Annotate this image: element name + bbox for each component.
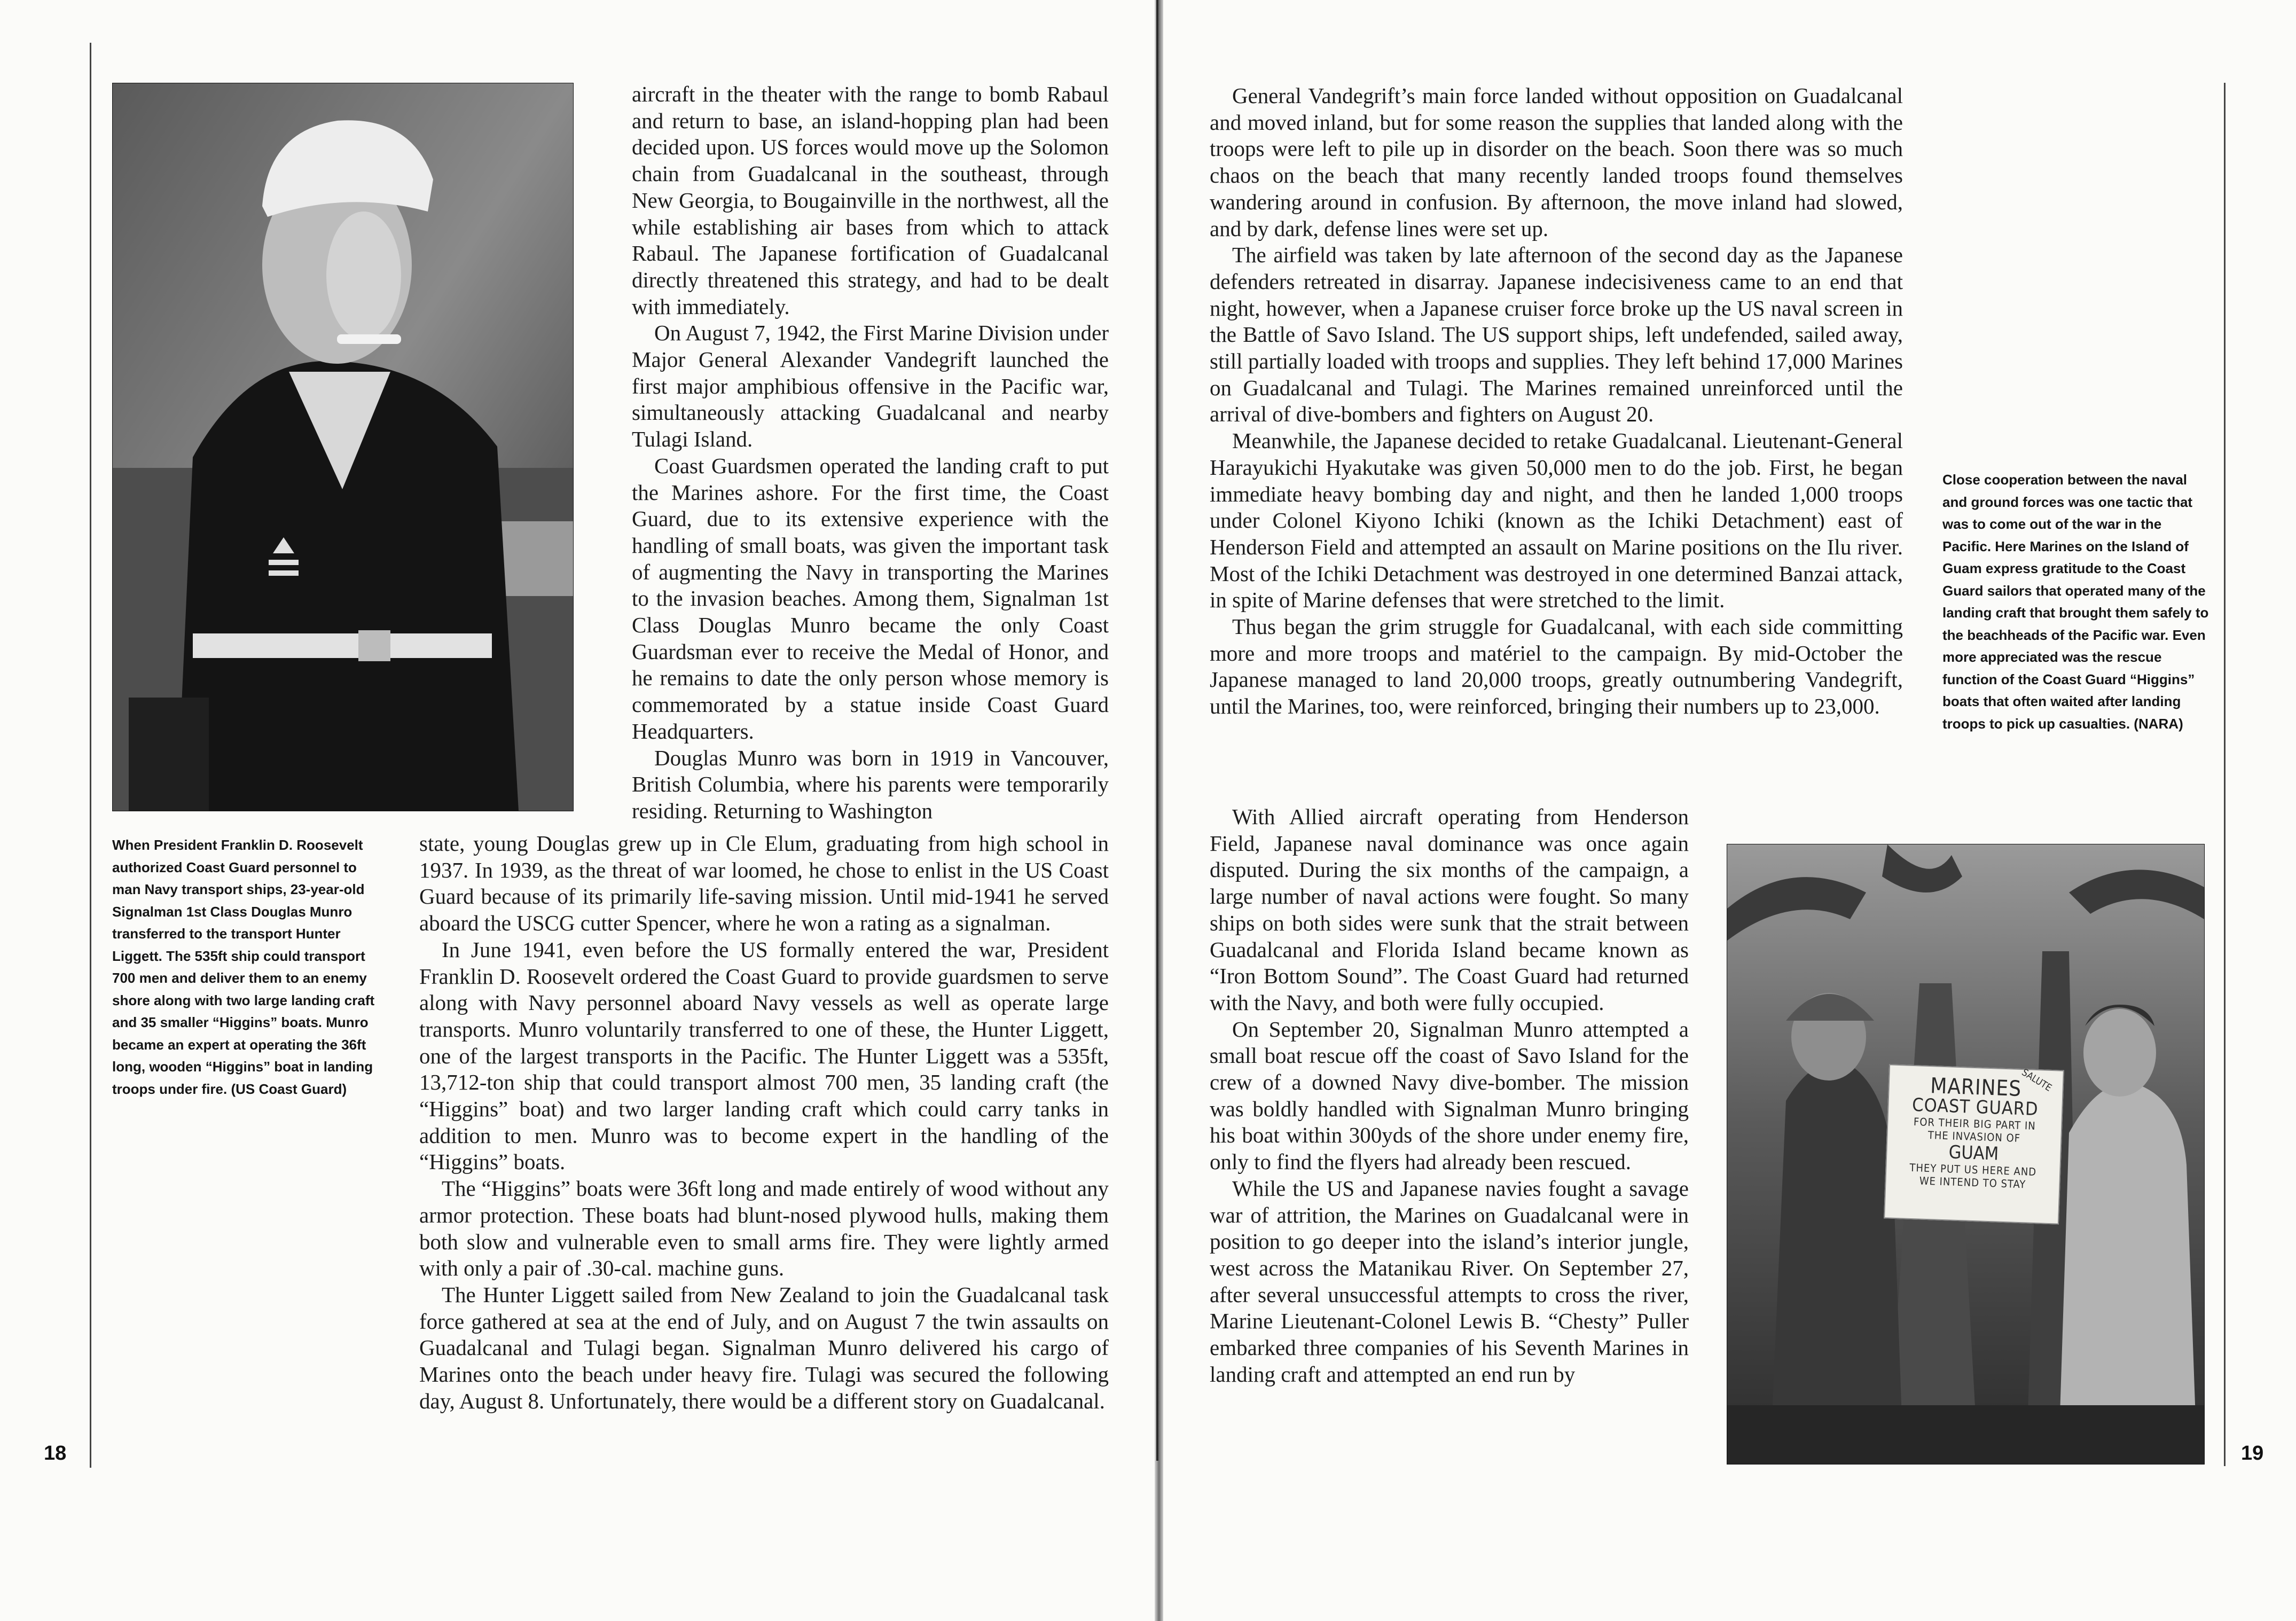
left-column-bottom: [419, 831, 1109, 1414]
guam-sign: [1884, 1064, 2064, 1224]
paragraph: aircraft in the theater with the range to bomb Rabaul and return to base, an island-hopping plan had been decided upon. US forces would move up the Solomon chain from Guadalcanal in the southeast, through New Georgia, to Bougainville in the northwest, all the while establishing air bases from which to attack Rabaul. The Japanese fortification of Guadalcanal directly threatened this strategy, and had to be dealt with immediately.: [632, 82, 1109, 319]
paragraph: Douglas Munro was born in 1919 in Vancouver, British Columbia, where his parents were temporarily residing. Returning to Washington: [632, 745, 1109, 823]
munro-portrait-photo: [112, 83, 574, 811]
right-photo-caption: Close cooperation between the naval and ground forces was one tactic that was to come out of the war in the Pacific. Here Marines on the Island of Guam express gratitude to the Coast Guard sailors that operated many of the landing craft that brought them safely to the beachheads of the Pacific war. Even more appreciated was the rescue function of the Coast Guard “Higgins” boats that often waited after landing troops to pick up casualties. (NARA): [1942, 472, 2209, 732]
paragraph: Meanwhile, the Japanese decided to retake Guadalcanal. Lieutenant-General Harayukichi Hyakutake was given 50,000 men to do the job. First, he began immediate heavy bombing day and night, and then he landed 1,000 troops under Colonel Kiyono Ichiki (known as the Ichiki Detachment) east of Henderson Field and attempted an assault on Marine positions on the Ilu river. Most of the Ichiki Detachment was destroyed in one determined Banzai attack, in spite of Marine defenses that were stretched to the limit.: [1210, 428, 1903, 613]
portrait-illustration: [113, 83, 573, 811]
paragraph: The “Higgins” boats were 36ft long and made entirely of wood without any armor protection. These boats had blunt-nosed plywood hulls, making them both slow and vulnerable even to small arms fire. They were lightly armed with only a pair of .30-cal. machine guns.: [419, 1176, 1109, 1281]
paragraph: Coast Guardsmen operated the landing craft to put the Marines ashore. For the first time, the Coast Guard, due to its extensive experience with the handling of small boats, was given the important task of augmenting the Navy in transporting the Marines to the invasion beaches. Among them, Signalman 1st Class Douglas Munro became the only Coast Guardsman ever to receive the Medal of Honor, and he remains to date the only person whose memory is commemorated by a statue inside Coast Guard Headquarters.: [632, 453, 1109, 743]
gutter-line: [1156, 0, 1158, 1461]
right-margin-rule: [2224, 83, 2226, 1466]
sign-line: COAST GUARD: [1911, 1094, 2039, 1121]
sign-line: WE INTEND TO STAY: [1919, 1174, 2026, 1191]
left-margin-rule: [90, 43, 91, 1468]
right-column-bottom: [1210, 804, 1689, 1388]
paragraph: state, young Douglas grew up in Cle Elum, graduating from high school in 1937. In 1939, as the threat of war loomed, he chose to enlist in the US Coast Guard because of its primarily life-saving mission. Until mid-1941 he served aboard the USCG cutter Spencer, where he won a rating as a signalman.: [419, 831, 1109, 936]
paragraph: With Allied aircraft operating from Henderson Field, Japanese naval dominance was once again disputed. During the six months of the campaign, a large number of naval actions were fought. So many ships on both sides were sunk that the strait between Guadalcanal and Florida Island became known as “Iron Bottom Sound”. The Coast Guard had returned with the Navy, and both were fully occupied.: [1210, 804, 1689, 1015]
right-column-top: [1210, 83, 1903, 720]
sign-line: THEY PUT US HERE AND: [1909, 1161, 2037, 1179]
paragraph: Thus began the grim struggle for Guadalcanal, with each side committing more and more troops and matériel to the campaign. By mid-October the Japanese managed to land 20,000 troops, greatly outnumbering Vandegrift, until the Marines, too, were reinforced, bringing their numbers up to 23,000.: [1210, 614, 1903, 719]
paragraph: General Vandegrift’s main force landed without opposition on Guadalcanal and moved inland, but for some reason the supplies that landed along with the troops were left to pile up in disorder on the beach. Soon there was so much chaos on the beach that many recently landed troops found themselves wandering around in confusion. By afternoon, the move inland had slowed, and by dark, defense lines were set up.: [1210, 83, 1903, 241]
paragraph: The airfield was taken by late afternoon of the second day as the Japanese defenders retreated in disarray. Japanese indecisiveness came to an end that night, however, when a Japanese cruiser force broke up the US naval screen in the Battle of Savo Island. The US support ships, left undefended, sailed away, still partially loaded with troops and supplies. They left behind 17,000 Marines on Guadalcanal and Tulagi. The Marines remained unreinforced until the arrival of dive-bombers and fighters on August 20.: [1210, 242, 1903, 427]
paragraph: On August 7, 1942, the First Marine Division under Major General Alexander Vandegrift launched the first major amphibious offensive in the Pacific war, simultaneously attacking Guadalcanal and nearby Tulagi Island.: [632, 320, 1109, 452]
paragraph: The Hunter Liggett sailed from New Zealand to join the Guadalcanal task force gathered at sea at the end of July, and on August 7 the twin assaults on Guadalcanal and Tulagi began. Signalman Munro delivered his cargo of Marines onto the beach under heavy fire. Tulagi was secured the following day, August 8. Unfortunately, there would be a different story on Guadalcanal.: [419, 1282, 1109, 1413]
page-number-right: 19: [2241, 1442, 2264, 1465]
paragraph: While the US and Japanese navies fought a savage war of attrition, the Marines on Guadalcanal were in position to go deeper into the island’s interior jungle, west across the Matanikau River. On September 27, after several unsuccessful attempts to cross the river, Marine Lieutenant-Colonel Lewis B. “Chesty” Puller embarked three companies of his Seventh Marines in landing craft and attempted an end run by: [1210, 1176, 1689, 1387]
page-number-left: 18: [44, 1442, 67, 1465]
left-column-top: [632, 81, 1109, 825]
sign-line: GUAM: [1948, 1141, 1999, 1165]
left-photo-caption: When President Franklin D. Roosevelt authorized Coast Guard personnel to man Navy transport ships, 23-year-old Signalman 1st Class Douglas Munro transferred to the transport Hunter Liggett. The 535ft ship could transport 700 men and deliver them to an enemy shore along with two large landing craft and 35 smaller “Higgins” boats. Munro became an expert at operating the 36ft long, wooden “Higgins” boat in landing troops under fire. (US Coast Guard): [112, 837, 375, 1097]
sign-line: MARINES: [1930, 1074, 2022, 1102]
paragraph: In June 1941, even before the US formally entered the war, President Franklin D. Roosevelt ordered the Coast Guard to provide guardsmen to serve along with Navy personnel aboard Navy vessels as well as operate large transports. Munro voluntarily transferred to one of these, the Hunter Liggett, one of the largest transports in the Pacific. The Hunter Liggett was a 535ft, 13,712-ton ship that could transport almost 700 men, 35 landing craft (the “Higgins” boat) and two larger landing craft which could carry tanks in addition to men. Munro was to become expert in the handling of the “Higgins” boats.: [419, 937, 1109, 1174]
sign-salute-text: SALUTE: [2019, 1067, 2054, 1094]
sign-line: THE INVASION OF: [1927, 1128, 2021, 1145]
sign-line: FOR THEIR BIG PART IN: [1913, 1115, 2036, 1133]
paragraph: On September 20, Signalman Munro attempted a small boat rescue off the coast of Savo Island for the crew of a downed Navy dive-bomber. The mission was boldly handled with Signalman Munro bringing his boat within 300yds of the shore under enemy fire, only to find the flyers had already been rescued.: [1210, 1016, 1689, 1174]
